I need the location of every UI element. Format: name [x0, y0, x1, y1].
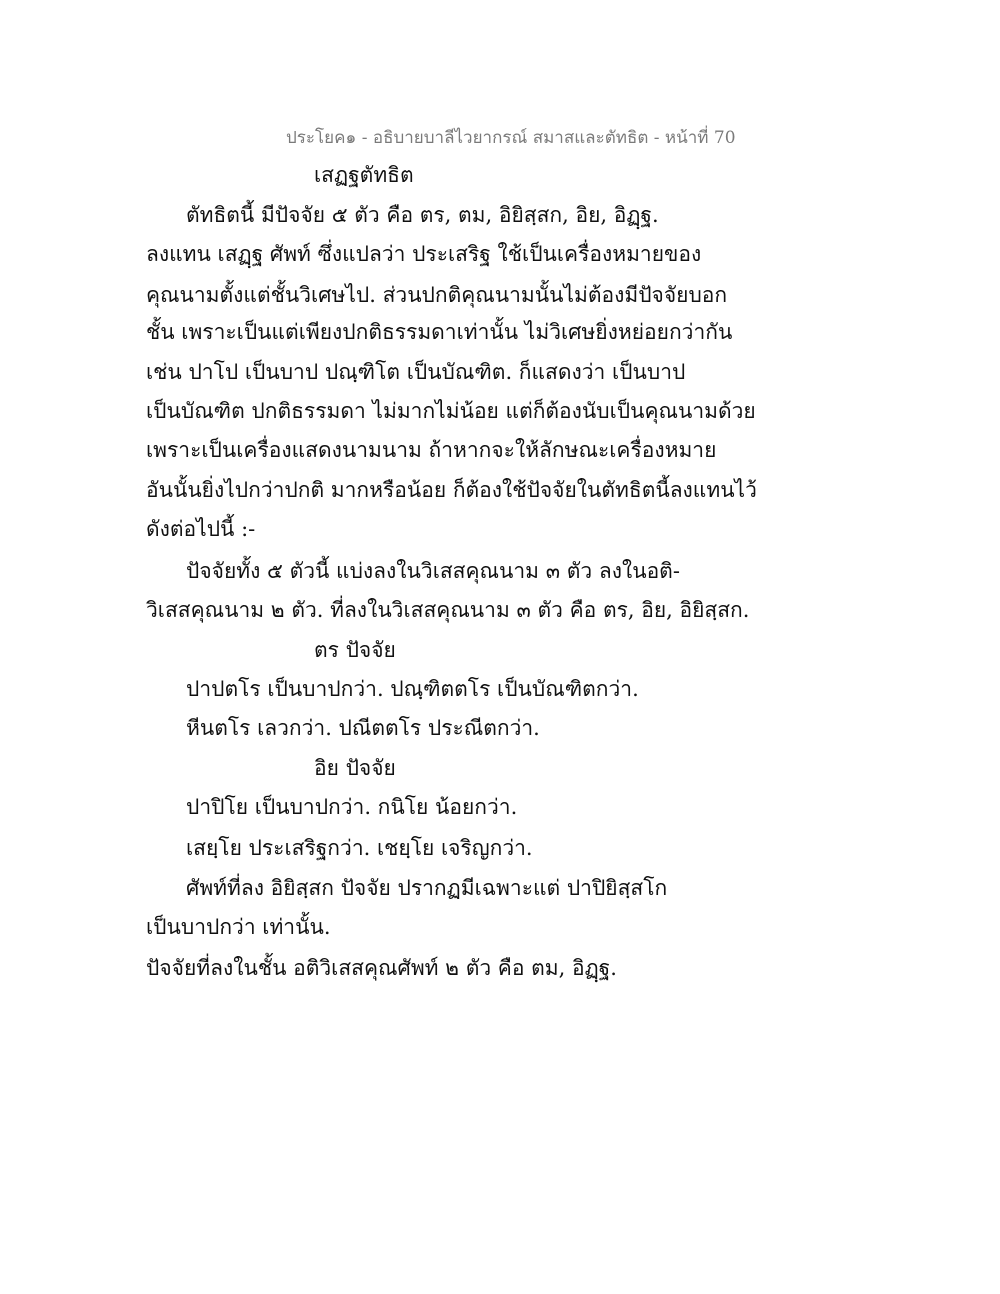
example-line: ปาปตโร เป็นบาปกว่า. ปณฺฑิตตโร เป็นบัณฑิตกว่า. — [186, 677, 639, 701]
subsection-heading-iya: อิย ปัจจัย — [314, 756, 396, 780]
paragraph-line: เป็นบาปกว่า เท่านั้น. — [146, 915, 331, 939]
paragraph-line: ศัพท์ที่ลง อิยิสฺสก ปัจจัย ปรากฏมีเฉพาะแต่ ปาปิยิสฺสโก — [186, 876, 668, 900]
example-line: เสยฺโย ประเสริฐกว่า. เชยฺโย เจริญกว่า. — [186, 836, 533, 860]
paragraph-line: ตัทธิตนี้ มีปัจจัย ๕ ตัว คือ ตร, ตม, อิยิสฺสก, อิย, อิฏฺฐ. — [186, 203, 659, 227]
example-line: หีนตโร เลวกว่า. ปณีตตโร ประณีตกว่า. — [186, 716, 540, 740]
paragraph-line: ดังต่อไปนี้ :- — [146, 517, 256, 541]
paragraph-line: คุณนามตั้งแต่ชั้นวิเศษไป. ส่วนปกติคุณนามนั้นไม่ต้องมีปัจจัยบอก — [146, 283, 728, 307]
paragraph-line: อันนั้นยิ่งไปกว่าปกติ มากหรือน้อย ก็ต้องใช้ปัจจัยในตัทธิตนี้ลงแทนไว้ — [146, 478, 757, 502]
paragraph-line: วิเสสคุณนาม ๒ ตัว. ที่ลงในวิเสสคุณนาม ๓ ตัว คือ ตร, อิย, อิยิสฺสก. — [146, 598, 750, 622]
paragraph-line: ปัจจัยทั้ง ๕ ตัวนี้ แบ่งลงในวิเสสคุณนาม ๓ ตัว ลงในอติ- — [186, 559, 680, 583]
example-line: ปาปิโย เป็นบาปกว่า. กนิโย น้อยกว่า. — [186, 795, 518, 819]
paragraph-line: เช่น ปาโป เป็นบาป ปณฺฑิโต เป็นบัณฑิต. ก็แสดงว่า เป็นบาป — [146, 360, 686, 384]
paragraph-line: เป็นบัณฑิต ปกติธรรมดา ไม่มากไม่น้อย แต่ก็ต้องนับเป็นคุณนามด้วย — [146, 399, 756, 423]
section-heading: เสฏฐตัทธิต — [314, 163, 414, 187]
paragraph-line: เพราะเป็นเครื่องแสดงนามนาม ถ้าหากจะให้ลักษณะเครื่องหมาย — [146, 438, 717, 462]
paragraph-line: ปัจจัยที่ลงในชั้น อติวิเสสคุณศัพท์ ๒ ตัว คือ ตม, อิฏฺฐ. — [146, 956, 617, 980]
paragraph-line: ชั้น เพราะเป็นแต่เพียงปกติธรรมดาเท่านั้น ไม่วิเศษยิ่งหย่อยกว่ากัน — [146, 320, 733, 344]
subsection-heading-tara: ตร ปัจจัย — [314, 638, 396, 662]
running-header: ประโยค๑ - อธิบายบาลีไวยากรณ์ สมาสและตัทธิต - หน้าที่ 70 — [286, 128, 736, 148]
paragraph-line: ลงแทน เสฏฺฐ ศัพท์ ซึ่งแปลว่า ประเสริฐ ใช้เป็นเครื่องหมายของ — [146, 242, 702, 266]
